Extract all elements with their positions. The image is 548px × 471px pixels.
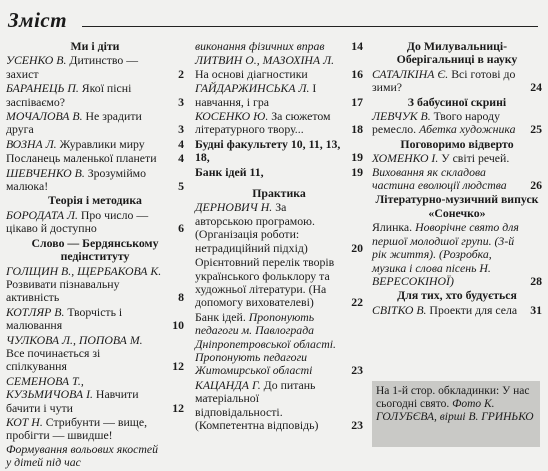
entry-subtitle: Новорічне свято для першої молодшої групи. (3-й рік життя). (Розробка, музика і слова пісень Н. ВЕРЕСОКІНОЇ): [372, 220, 519, 288]
toc-entry[interactable]: [6, 209, 184, 236]
entry-title: Проекти для села: [429, 302, 518, 317]
entry-page: 2: [178, 66, 184, 81]
page-title: Зміст: [8, 8, 68, 32]
entry-title: Орієнтовний перелік творів українського фольклору та художньої літератури. (На допомогу вихователеві): [195, 255, 335, 310]
entry-title: Будні факультету 10, 11, 13, 18,: [195, 136, 341, 165]
entry-author: БОРОДАТА Л.: [6, 207, 78, 222]
entry-page: 19: [351, 164, 363, 179]
entry-title: У світі речей.: [441, 151, 510, 166]
entry-page: 16: [351, 66, 363, 81]
entry-page: 22: [351, 295, 363, 310]
entry-subtitle: Формування вольових якостей у дітей під час: [6, 441, 159, 470]
toc-entry[interactable]: [6, 375, 184, 415]
entry-page: 12: [172, 400, 184, 415]
entry-page: 28: [530, 273, 542, 288]
entry-author: КОТЛЯР В.: [6, 304, 65, 319]
cover-info-credits: Фото К. ГОЛУБЄВА, вірші В. ГРИНЬКО: [376, 398, 534, 423]
toc-entry[interactable]: [195, 201, 363, 255]
entry-author: ГОЛЩИН В., ЩЕРБАКОВА К.: [6, 263, 162, 278]
entry-title: Не зрадити друга: [6, 109, 142, 137]
entry-subtitle: Виховання як складова частина еволюції людства: [372, 164, 507, 193]
toc-entry[interactable]: [195, 311, 363, 378]
entry-title: Банк ідей.: [195, 309, 246, 324]
toc-entry[interactable]: [6, 306, 184, 333]
entry-author: МОЧАЛОВА В.: [6, 109, 83, 124]
entry-title: Все починається зі спілкування: [6, 345, 101, 374]
entry-author: ГАЙДАРЖИНСЬКА Л.: [195, 81, 310, 96]
entry-author: ДЕРНОВИЧ Н.: [195, 200, 273, 215]
column-2: [195, 40, 363, 433]
entry-title: До питань матеріальної відповідальності. (Компетентна відповідь): [195, 377, 319, 432]
column-1: [6, 40, 184, 471]
entry-page: 18: [351, 122, 363, 137]
cover-info-box: [372, 381, 540, 447]
entry-page: 14: [351, 39, 363, 53]
entry-page: 4: [178, 136, 184, 151]
entry-page: 20: [351, 240, 363, 255]
entry-page: 3: [178, 122, 184, 137]
toc-entry[interactable]: [6, 265, 184, 305]
entry-title: Творчість і малювання: [6, 304, 123, 333]
toc-entry[interactable]: [195, 379, 363, 433]
entry-author: ЛЕВЧУК В.: [372, 109, 431, 124]
entry-author: ЛИТВИН О., МАЗОХІНА Л.: [195, 53, 335, 68]
entry-author: САТАЛКІНА Є.: [372, 66, 449, 81]
section-heading: Для тих, хто будується: [397, 288, 517, 303]
entry-subtitle: Пропонують педагоги м. Павлограда Дніпропетровської області. Пропонують педагоги Житомирської області: [195, 309, 336, 378]
entry-title: Твого народу ремесло.: [372, 109, 500, 137]
toc-entry[interactable]: [195, 166, 363, 179]
entry-title: Зрозуміймо малюка!: [6, 165, 147, 194]
entry-title: І навчання, і гра: [195, 81, 317, 109]
toc-entry[interactable]: [195, 54, 363, 81]
entry-title: Якої пісні заспіваємо?: [6, 81, 132, 109]
entry-title: Ялинка.: [372, 220, 413, 235]
entry-page: 31: [530, 302, 542, 317]
toc-entry-continued[interactable]: [195, 40, 363, 53]
toc-entry[interactable]: [372, 304, 542, 317]
toc-entry[interactable]: [6, 138, 184, 151]
entry-author: ХОМЕНКО І.: [372, 151, 439, 166]
entry-page: 25: [530, 122, 542, 137]
title-rule: [82, 26, 538, 27]
section-heading: Поговоримо відверто: [400, 136, 514, 151]
entry-page: 23: [351, 363, 363, 378]
entry-title: Посланець маленької планети: [6, 151, 157, 166]
entry-page: 26: [530, 178, 542, 193]
toc-entry[interactable]: [195, 82, 363, 109]
entry-page: 4: [178, 151, 184, 166]
toc-entry[interactable]: [6, 54, 184, 81]
entry-page: 24: [530, 80, 542, 95]
toc-entry[interactable]: [195, 256, 363, 310]
entry-title: За авторською програмою. (Організація роботи: нетрадиційний підхід): [195, 200, 315, 255]
toc-entry[interactable]: [6, 416, 184, 470]
section-heading: З бабусиної скрині: [407, 94, 507, 109]
toc-entry[interactable]: [195, 110, 363, 137]
toc-entry[interactable]: [6, 334, 184, 374]
entry-author: КОТ Н.: [6, 414, 43, 429]
section-heading: Практика: [252, 186, 306, 201]
entry-author: ЧУЛКОВА Л., ПОПОВА М.: [6, 332, 143, 347]
entry-page: 5: [178, 179, 184, 194]
section-heading: Слово — Бердянському педінституту: [31, 235, 159, 264]
entry-author: КОСЕНКО Ю.: [195, 109, 269, 124]
entry-author: ВОЗНА Л.: [6, 136, 57, 151]
entry-title: Розвивати пізнавальну активність: [6, 276, 120, 305]
entry-title: Дитинство — захист: [6, 53, 139, 81]
column-3: [372, 40, 542, 318]
toc-entry[interactable]: [6, 82, 184, 109]
toc-entry[interactable]: [372, 110, 542, 137]
entry-page: 8: [178, 290, 184, 305]
entry-page: 19: [351, 150, 363, 165]
header: [8, 8, 540, 36]
entry-subtitle: виконання фізичних вправ: [195, 39, 325, 53]
toc-entry[interactable]: [6, 110, 184, 137]
toc-entry[interactable]: [372, 152, 542, 192]
entry-title: За сюжетом літературного твору...: [195, 109, 331, 137]
toc-entry[interactable]: [6, 152, 184, 165]
entry-author: КАЦАНДА Г.: [195, 377, 261, 392]
section-heading: Літературно-музичний випуск «Сонечко»: [375, 192, 539, 220]
entry-page: 12: [172, 359, 184, 374]
entry-page: 10: [172, 318, 184, 333]
toc-entry[interactable]: [6, 167, 184, 194]
entry-title: Навчити бачити і чути: [6, 387, 139, 415]
entry-title: Банк ідей 11,: [195, 164, 264, 179]
entry-title: Стрибунти — вище, пробігти — швидше!: [6, 414, 148, 443]
entry-title: Про число — цікаво й доступно: [6, 207, 149, 236]
entry-page: 23: [351, 417, 363, 432]
entry-title: На основі діагностики: [195, 66, 308, 81]
section-heading: Ми і діти: [70, 39, 120, 53]
section-heading: Теорія і методика: [48, 193, 142, 208]
entry-title: Журавлики миру: [59, 136, 145, 151]
toc-entry[interactable]: [372, 221, 542, 288]
entry-page: 6: [178, 221, 184, 236]
entry-author: СВІТКО В.: [372, 302, 427, 317]
toc-entry[interactable]: [195, 138, 363, 165]
toc-entry[interactable]: [372, 68, 542, 95]
entry-subtitle: Абетка художника: [419, 122, 516, 137]
entry-author: БАРАНЕЦЬ П.: [6, 81, 79, 96]
entry-author: ШЕВЧЕНКО В.: [6, 165, 85, 180]
entry-author: УСЕНКО В.: [6, 53, 67, 68]
section-heading: До Милувальниці-Оберігальниці в науку: [396, 39, 518, 67]
entry-title: Всі готові до зими?: [372, 66, 516, 95]
cover-info-text: На 1-й стор. обкладинки: У нас сьогодні свято.: [376, 385, 530, 410]
entry-author: СЕМЕНОВА Т., КУЗЬМИЧОВА І.: [6, 373, 93, 402]
entry-page: 3: [178, 94, 184, 109]
entry-page: 17: [351, 94, 363, 109]
